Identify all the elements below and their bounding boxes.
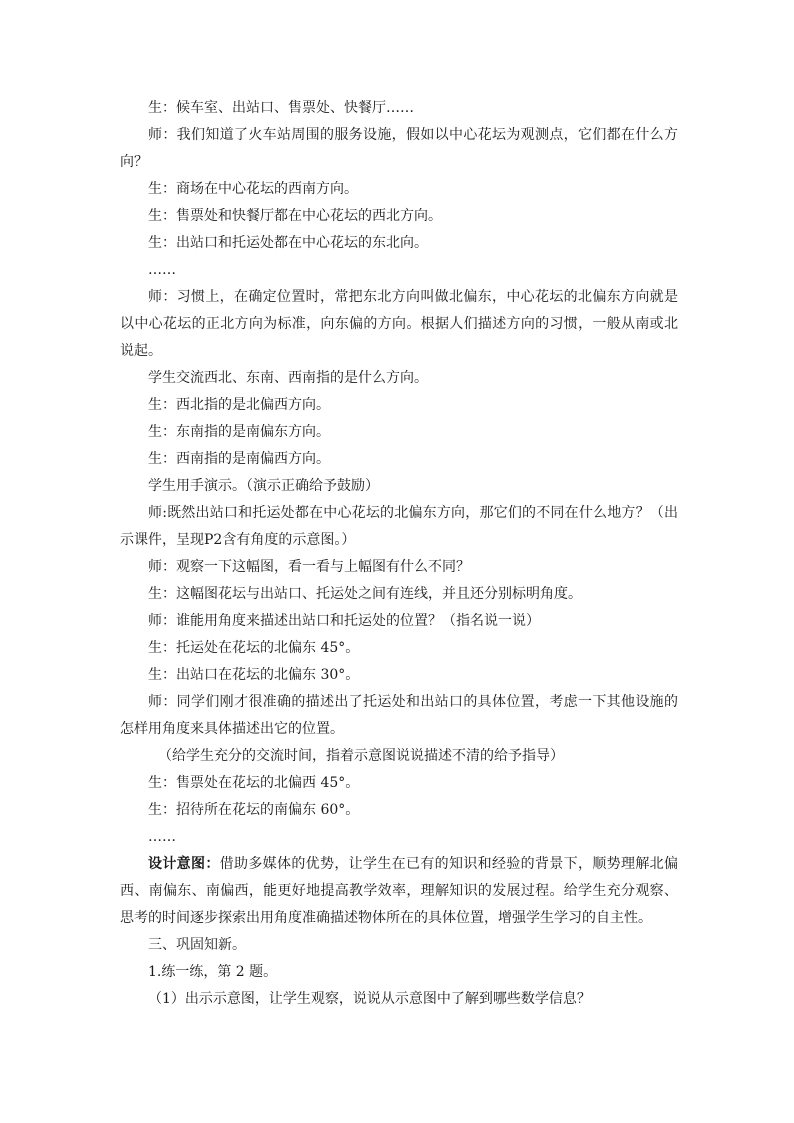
paragraph-teacher-question-directions: 师：我们知道了火车站周围的服务设施，假如以中心花坛为观测点，它们都在什么方向？: [120, 127, 678, 170]
paragraph-student-30: 生：出站口在花坛的北偏东 30°。: [148, 667, 360, 683]
paragraph-ellipsis: ……: [148, 262, 176, 278]
paragraph-student-northwest: 生：西北指的是北偏西方向。: [148, 397, 330, 413]
paragraph-student-mall: 生：商场在中心花坛的西南方向。: [148, 181, 358, 197]
paragraph-exercise-step-1: （1）出示示意图，让学生观察，说说从示意图中了解到哪些数学信息？: [148, 991, 591, 1007]
document-body: [120, 95, 678, 1013]
paragraph-student-hotel-60: 生：招待所在花坛的南偏东 60°。: [148, 802, 360, 818]
paragraph-teacher-other-facilities: 师：同学们刚才很准确的描述出了托运处和出站口的具体位置，考虑一下其他设施的怎样用角度来具体描述出它的位置。: [120, 694, 678, 737]
paragraph-student-45: 生：托运处在花坛的北偏东 45°。: [148, 640, 360, 656]
paragraph-student-ticket-45: 生：售票处在花坛的北偏西 45°。: [148, 775, 360, 791]
paragraph-student-exit: 生：出站口和托运处都在中心花坛的东北向。: [148, 235, 428, 251]
paragraph-student-southeast: 生：东南指的是南偏东方向。: [148, 424, 330, 440]
section-heading-consolidate: 三、巩固知新。: [148, 937, 246, 953]
paragraph-student-demo: 学生用手演示。（演示正确给予鼓励）: [148, 478, 379, 494]
paragraph-student-answer-facilities: 生：候车室、出站口、售票处、快餐厅……: [148, 100, 414, 116]
paragraph-student-lines: 生：这幅图花坛与出站口、托运处之间有连线，并且还分别标明角度。: [148, 586, 582, 602]
paragraph-student-southwest: 生：西南指的是南偏西方向。: [148, 451, 330, 467]
paragraph-design-intent: [120, 851, 678, 932]
paragraph-ellipsis-2: ……: [148, 829, 176, 845]
design-intent-text: 借助多媒体的优势，让学生在已有的知识和经验的背景下，顺势理解北偏西、南偏东、南偏西，能更好地提高教学效率，理解知识的发展过程。给学生充分观察、思考的时间逐步探索出用角度准确描述物体所在的具体位置，增强学生学习的自主性。: [120, 856, 679, 926]
paragraph-teacher-convention: 师：习惯上，在确定位置时，常把东北方向叫做北偏东，中心花坛的北偏东方向就是以中心花坛的正北方向为标准，向东偏的方向。根据人们描述方向的习惯，一般从南或北说起。: [120, 289, 678, 359]
paragraph-student-discussion: 学生交流西北、东南、西南指的是什么方向。: [148, 370, 428, 386]
paragraph-teacher-angle-question: 师：谁能用角度来描述出站口和托运处的位置？（指名说一说）: [148, 613, 540, 629]
paragraph-guidance-note: （给学生充分的交流时间，指着示意图说说描述不清的给予指导）: [158, 748, 564, 764]
paragraph-teacher-difference: 师:既然出站口和托运处都在中心花坛的北偏东方向，那它们的不同在什么地方？（出示课件，呈现P2含有角度的示意图。）: [120, 505, 678, 548]
paragraph-exercise: 1.练一练，第 2 题。: [148, 964, 278, 980]
design-intent-label: 设计意图：: [148, 856, 220, 872]
paragraph-student-ticket-office: 生：售票处和快餐厅都在中心花坛的西北方向。: [148, 208, 442, 224]
paragraph-teacher-observe: 师：观察一下这幅图，看一看与上幅图有什么不同？: [148, 559, 470, 575]
